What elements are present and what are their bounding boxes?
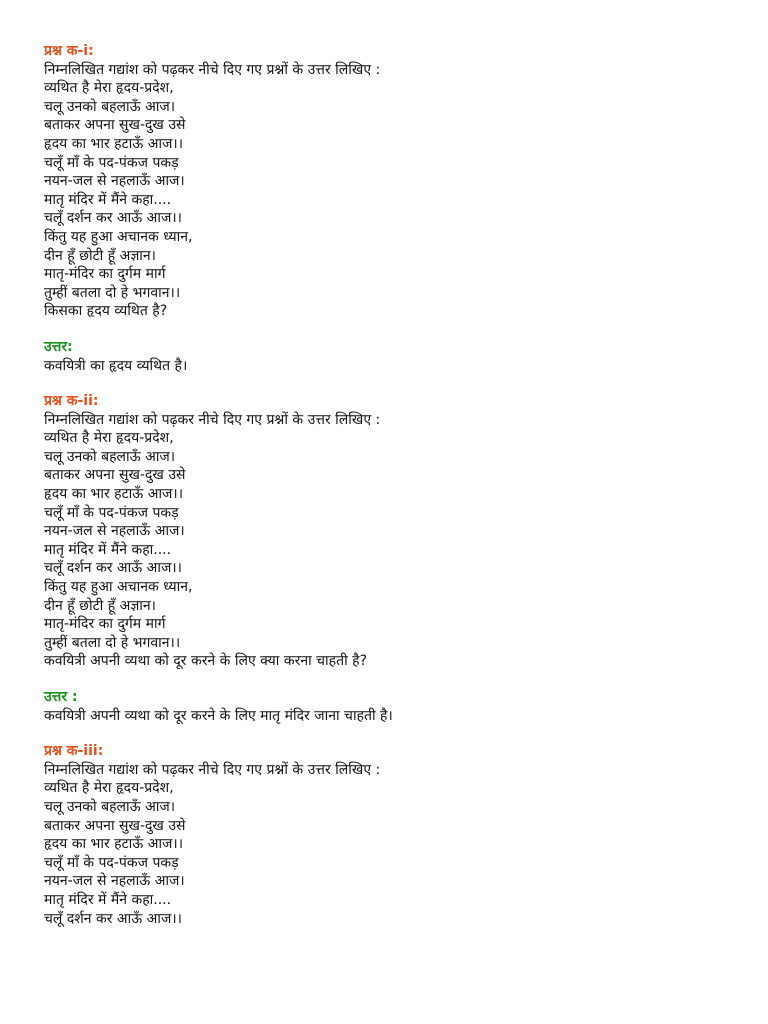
poem-line: बताकर अपना सुख-दुख उसे xyxy=(44,817,186,834)
answer-text: कवयित्री अपनी व्यथा को दूर करने के लिए मातृ मंदिर जाना चाहती है। xyxy=(44,707,393,724)
answer-block-1 xyxy=(44,338,744,375)
poem-line: बताकर अपना सुख-दुख उसे xyxy=(44,467,186,484)
poem-line: नयन-जल से नहलाऊँ आज। xyxy=(44,873,185,890)
poem-line: मातृ मंदिर में मैंने कहा.... xyxy=(44,541,172,558)
poem-line: हृदय का भार हटाऊँ आज।। xyxy=(44,836,184,853)
poem-line: चलूँ माँ के पद-पंकज पकड़ xyxy=(44,154,179,171)
poem-line: नयन-जल से नहलाऊँ आज। xyxy=(44,523,185,540)
poem-line: चलूँ दर्शन कर आऊँ आज।। xyxy=(44,910,182,927)
instruction-line: निम्नलिखित गद्यांश को पढ़कर नीचे दिए गए प्रश्नों के उत्तर लिखिए : xyxy=(44,61,381,78)
poem-line: दीन हूँ छोटी हूँ अज्ञान। xyxy=(44,247,156,264)
poem-line: व्यथित है मेरा हृदय-प्रदेश, xyxy=(44,430,174,447)
poem-line: हृदय का भार हटाऊँ आज।। xyxy=(44,135,184,152)
question-heading: प्रश्न क-ii: xyxy=(44,393,99,410)
poem-line: हृदय का भार हटाऊँ आज।। xyxy=(44,486,184,503)
instruction-line: निम्नलिखित गद्यांश को पढ़कर नीचे दिए गए प्रश्नों के उत्तर लिखिए : xyxy=(44,411,381,428)
poem-line: चलूँ माँ के पद-पंकज पकड़ xyxy=(44,854,179,871)
question-block-3 xyxy=(44,742,744,928)
answer-text: कवयित्री का हृदय व्यथित है। xyxy=(44,357,188,374)
poem-line: मातृ-मंदिर का दुर्गम मार्ग xyxy=(44,266,166,283)
poem-line: मातृ मंदिर में मैंने कहा.... xyxy=(44,191,172,208)
question-text: कवयित्री अपनी व्यथा को दूर करने के लिए क्या करना चाहती है? xyxy=(44,653,368,670)
document-body xyxy=(44,42,744,928)
instruction-line: निम्नलिखित गद्यांश को पढ़कर नीचे दिए गए प्रश्नों के उत्तर लिखिए : xyxy=(44,761,381,778)
poem-line: चलू उनको बहलाऊँ आज। xyxy=(44,798,176,815)
poem-line: चलूँ माँ के पद-पंकज पकड़ xyxy=(44,504,179,521)
poem-line: दीन हूँ छोटी हूँ अज्ञान। xyxy=(44,597,156,614)
poem-line: चलूँ दर्शन कर आऊँ आज।। xyxy=(44,210,182,227)
poem-line: मातृ मंदिर में मैंने कहा.... xyxy=(44,891,172,908)
answer-block-2 xyxy=(44,688,744,725)
question-block-1 xyxy=(44,42,744,321)
poem-line: किंतु यह हुआ अचानक ध्यान, xyxy=(44,228,193,245)
poem-line: तुम्हीं बतला दो हे भगवान।। xyxy=(44,634,181,651)
poem-line: बताकर अपना सुख-दुख उसे xyxy=(44,117,186,134)
poem-line: तुम्हीं बतला दो हे भगवान।। xyxy=(44,284,181,301)
answer-heading: उत्तर : xyxy=(44,689,78,705)
poem-line: किंतु यह हुआ अचानक ध्यान, xyxy=(44,579,193,596)
poem-line: चलूँ दर्शन कर आऊँ आज।। xyxy=(44,560,182,577)
poem-line: नयन-जल से नहलाऊँ आज। xyxy=(44,173,185,190)
poem-line: व्यथित है मेरा हृदय-प्रदेश, xyxy=(44,780,174,797)
answer-heading: उत्तर: xyxy=(44,338,73,355)
question-text: किसका हृदय व्यथित है? xyxy=(44,303,168,320)
question-block-2 xyxy=(44,392,744,671)
poem-line: चलू उनको बहलाऊँ आज। xyxy=(44,448,176,465)
poem-line: चलू उनको बहलाऊँ आज। xyxy=(44,98,176,115)
poem-line: व्यथित है मेरा हृदय-प्रदेश, xyxy=(44,80,174,97)
poem-line: मातृ-मंदिर का दुर्गम मार्ग xyxy=(44,616,166,633)
question-heading: प्रश्न क-iii: xyxy=(44,743,104,760)
question-heading: प्रश्न क-i: xyxy=(44,43,94,59)
